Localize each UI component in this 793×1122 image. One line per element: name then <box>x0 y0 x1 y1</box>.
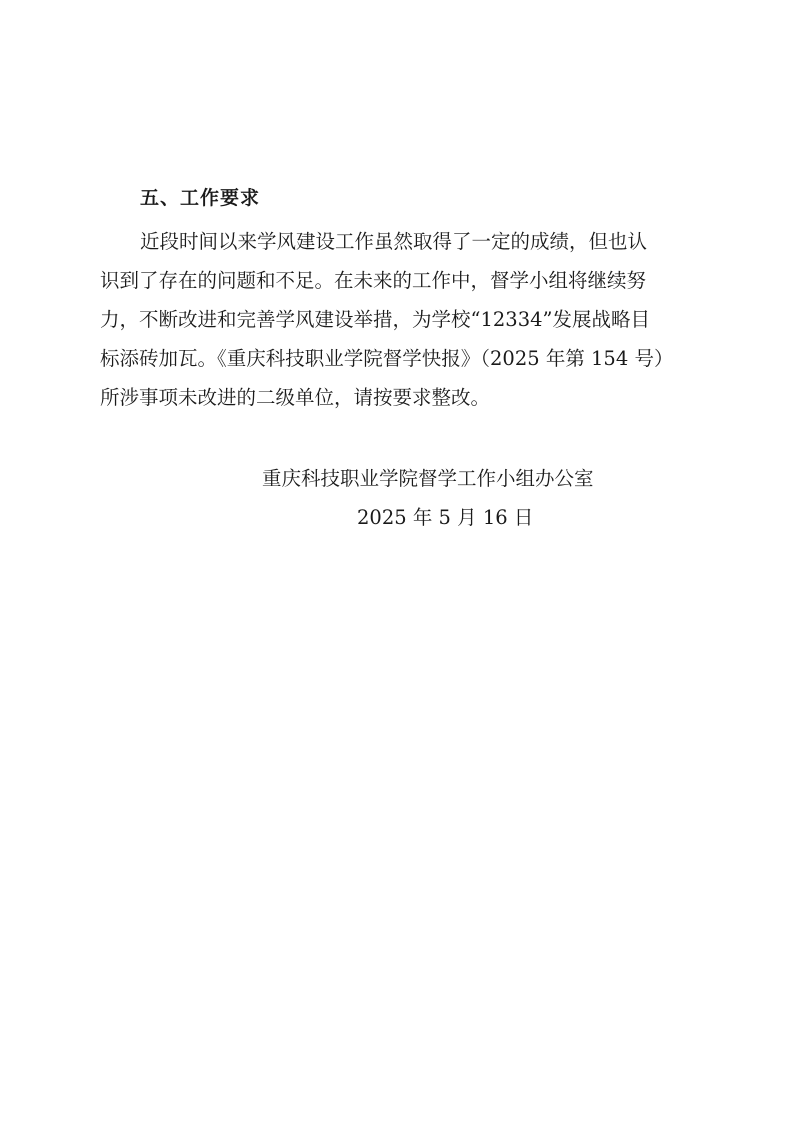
section-heading: 五、工作要求 <box>140 187 261 209</box>
paragraph-line: 力，不断改进和完善学风建设举措，为学校“12334”发展战略目 <box>100 308 650 331</box>
paragraph-line: 标添砖加瓦。《重庆科技职业学院督学快报》（2025 年第 154 号） <box>100 347 674 370</box>
signature-organization: 重庆科技职业学院督学工作小组办公室 <box>262 467 594 490</box>
paragraph-line: 所涉事项未改进的二级单位，请按要求整改。 <box>100 386 491 409</box>
signature-date: 2025 年 5 月 16 日 <box>357 506 534 529</box>
body-paragraph <box>100 222 700 417</box>
paragraph-line: 识到了存在的问题和不足。在未来的工作中，督学小组将继续努 <box>100 269 647 292</box>
paragraph-line: 近段时间以来学风建设工作虽然取得了一定的成绩，但也认 <box>140 230 648 253</box>
